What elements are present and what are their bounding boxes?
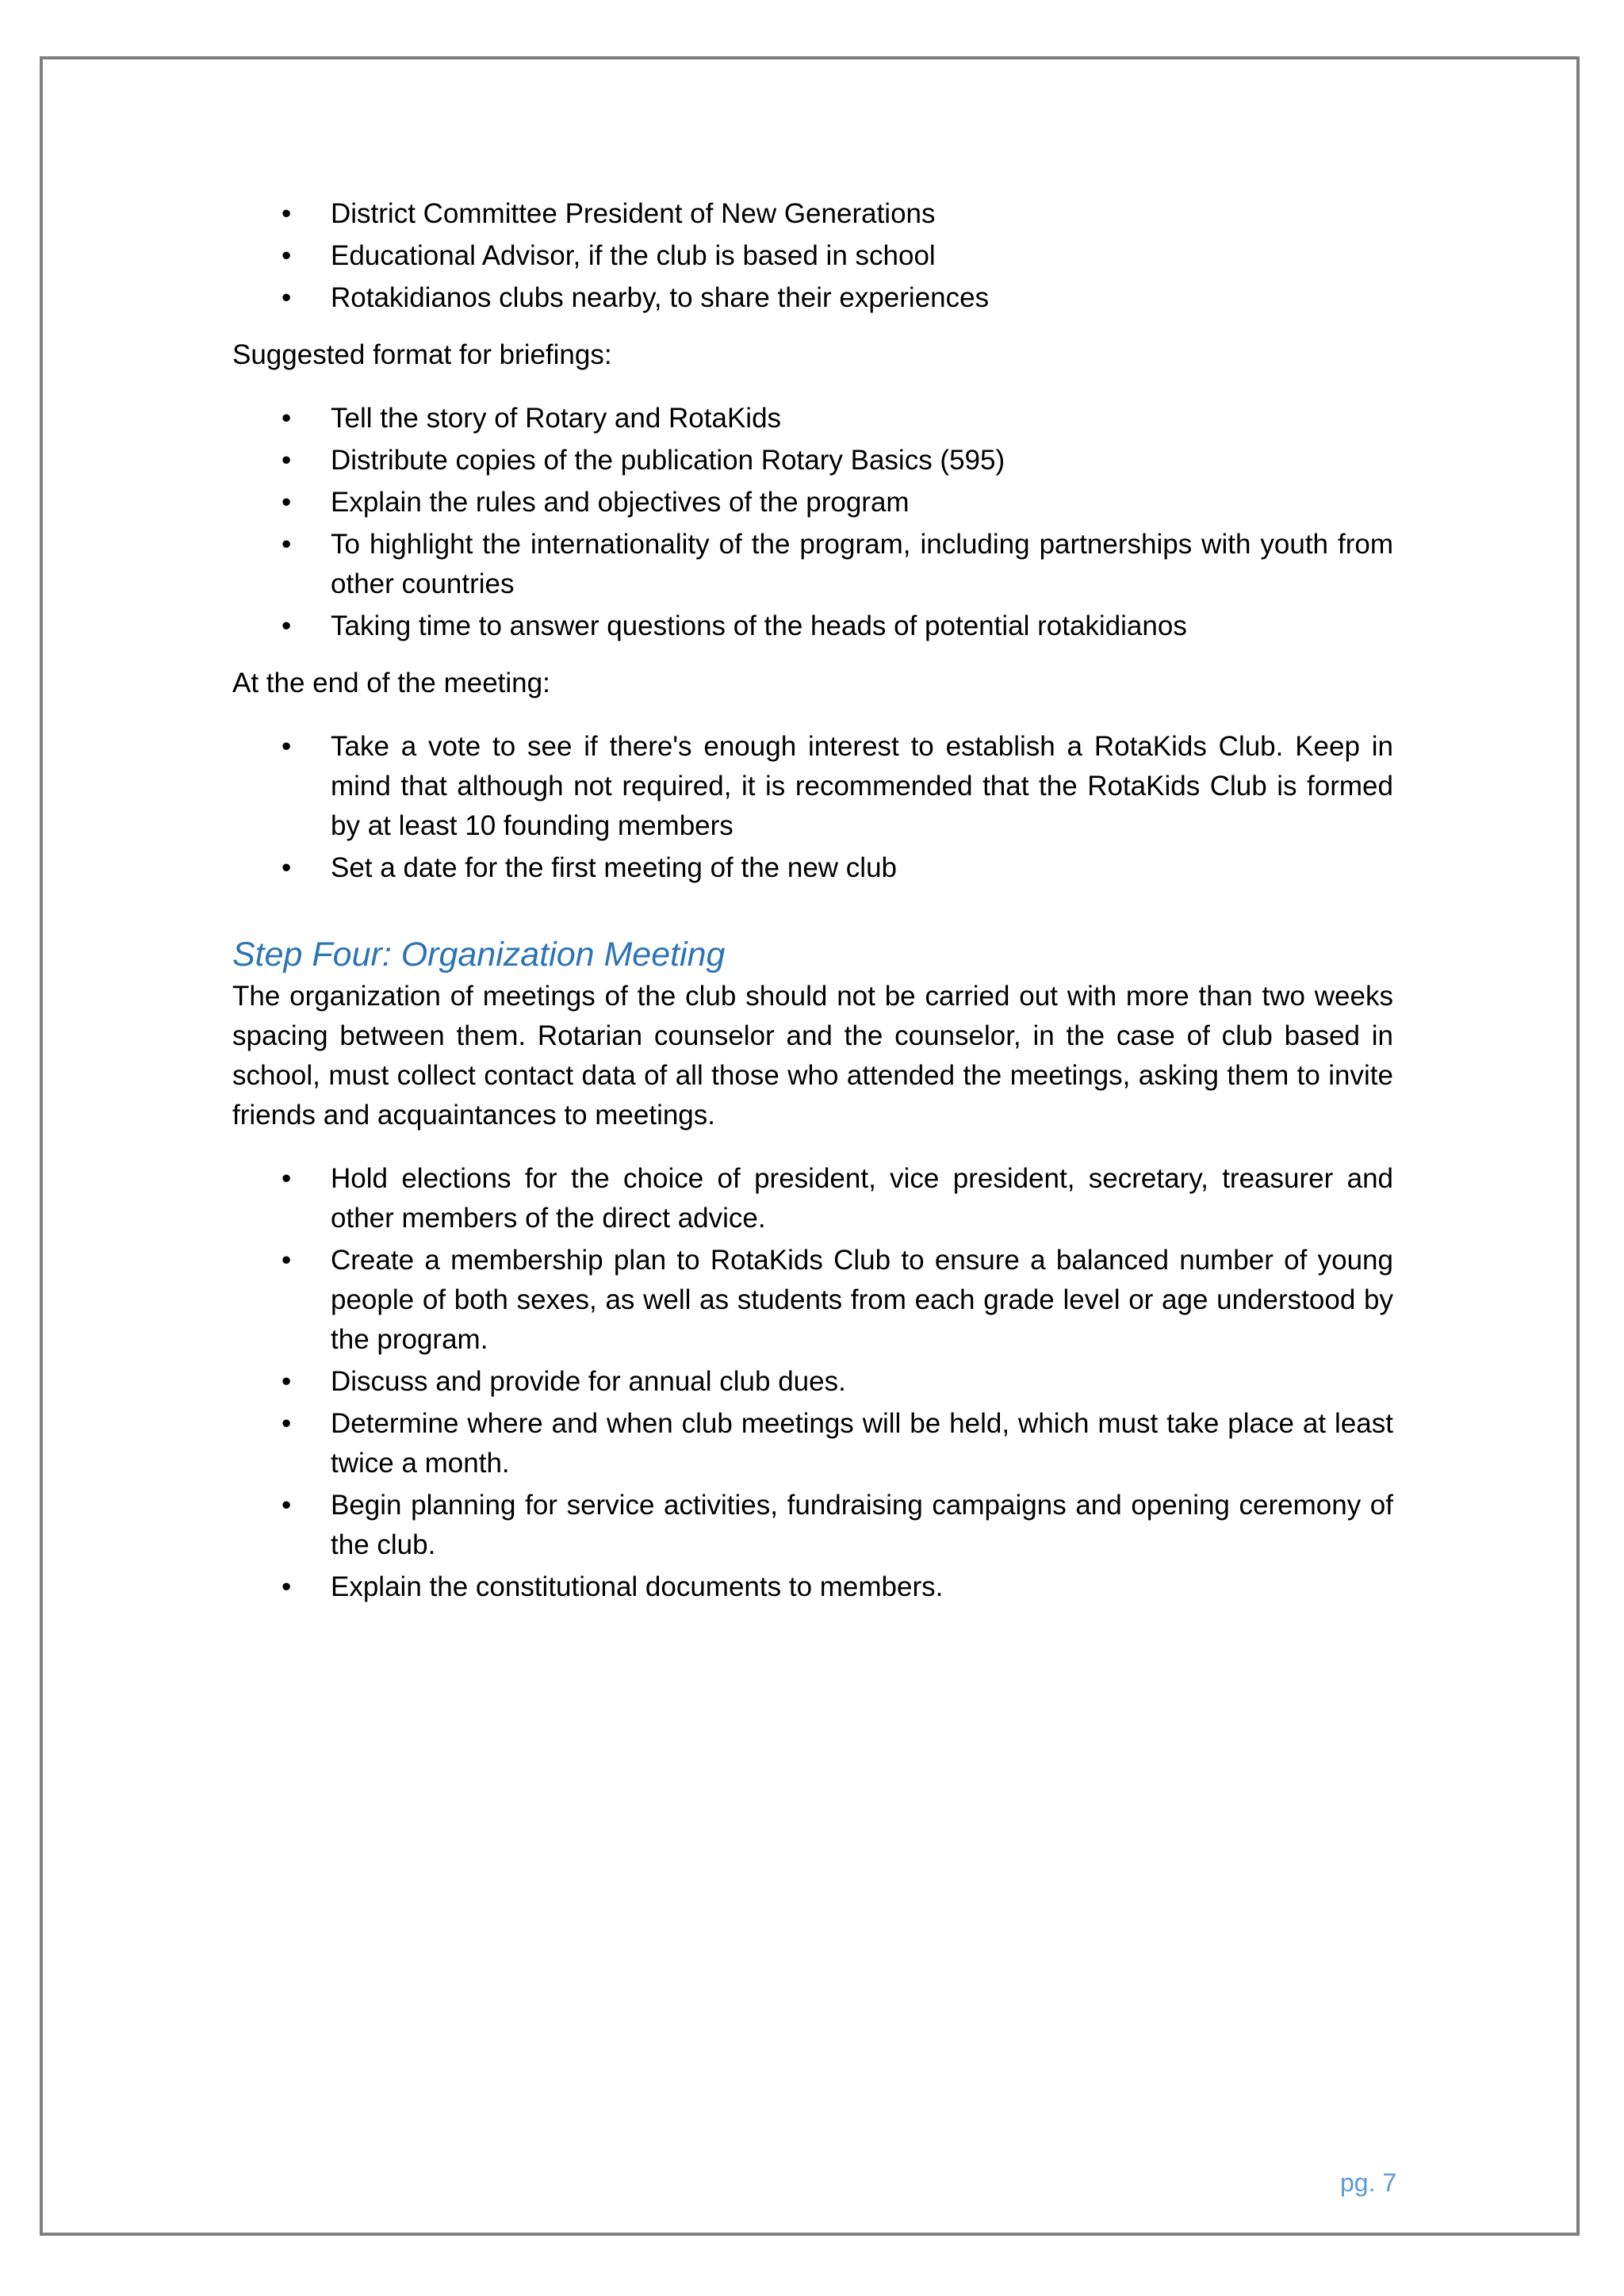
page-number: pg. 7: [1340, 2168, 1397, 2197]
list-item: • Begin planning for service activities, fundraising campaigns and opening ceremony of the club.: [232, 1486, 1393, 1565]
contacts-list: [232, 194, 1393, 318]
list-item: • Educational Advisor, if the club is based in school: [232, 236, 1393, 276]
section-heading: Step Four: Organization Meeting: [232, 936, 726, 974]
list-item: • Tell the story of Rotary and RotaKids: [232, 399, 1393, 438]
document-body: [232, 194, 1393, 1609]
list-item: • Discuss and provide for annual club dues.: [232, 1362, 1393, 1402]
briefings-list: [232, 399, 1393, 646]
end-of-meeting-list: [232, 727, 1393, 888]
list-item: • Explain the rules and objectives of the program: [232, 483, 1393, 522]
list-item: • Create a membership plan to RotaKids Club to ensure a balanced number of young people of both sexes, as well as students from each grade level or age understood by the program.: [232, 1241, 1393, 1360]
end-of-meeting-intro: At the end of the meeting:: [232, 668, 550, 698]
list-item: • To highlight the internationality of the program, including partnerships with youth from other countries: [232, 525, 1393, 604]
list-item: • Hold elections for the choice of president, vice president, secretary, treasurer and other members of the direct advice.: [232, 1159, 1393, 1238]
section-paragraph: The organization of meetings of the club should not be carried out with more than two weeks spacing between them. Rotarian counselor and the counselor, in the case of club based in school, must collect contact data of all those who attended the meetings, asking them to invite friends and acquaintances to meetings.: [232, 981, 1393, 1131]
list-item: • Rotakidianos clubs nearby, to share their experiences: [232, 278, 1393, 318]
list-item: • Taking time to answer questions of the heads of potential rotakidianos: [232, 607, 1393, 646]
list-item: • District Committee President of New Generations: [232, 194, 1393, 234]
briefings-intro: Suggested format for briefings:: [232, 339, 612, 370]
list-item: • Explain the constitutional documents to members.: [232, 1567, 1393, 1607]
list-item: • Set a date for the first meeting of the new club: [232, 848, 1393, 888]
list-item: • Distribute copies of the publication Rotary Basics (595): [232, 441, 1393, 480]
organization-list: [232, 1159, 1393, 1607]
list-item: • Take a vote to see if there's enough interest to establish a RotaKids Club. Keep in mind that although not required, it is recommended that the RotaKids Club is formed by at least 10 founding members: [232, 727, 1393, 846]
list-item: • Determine where and when club meetings will be held, which must take place at least twice a month.: [232, 1404, 1393, 1483]
